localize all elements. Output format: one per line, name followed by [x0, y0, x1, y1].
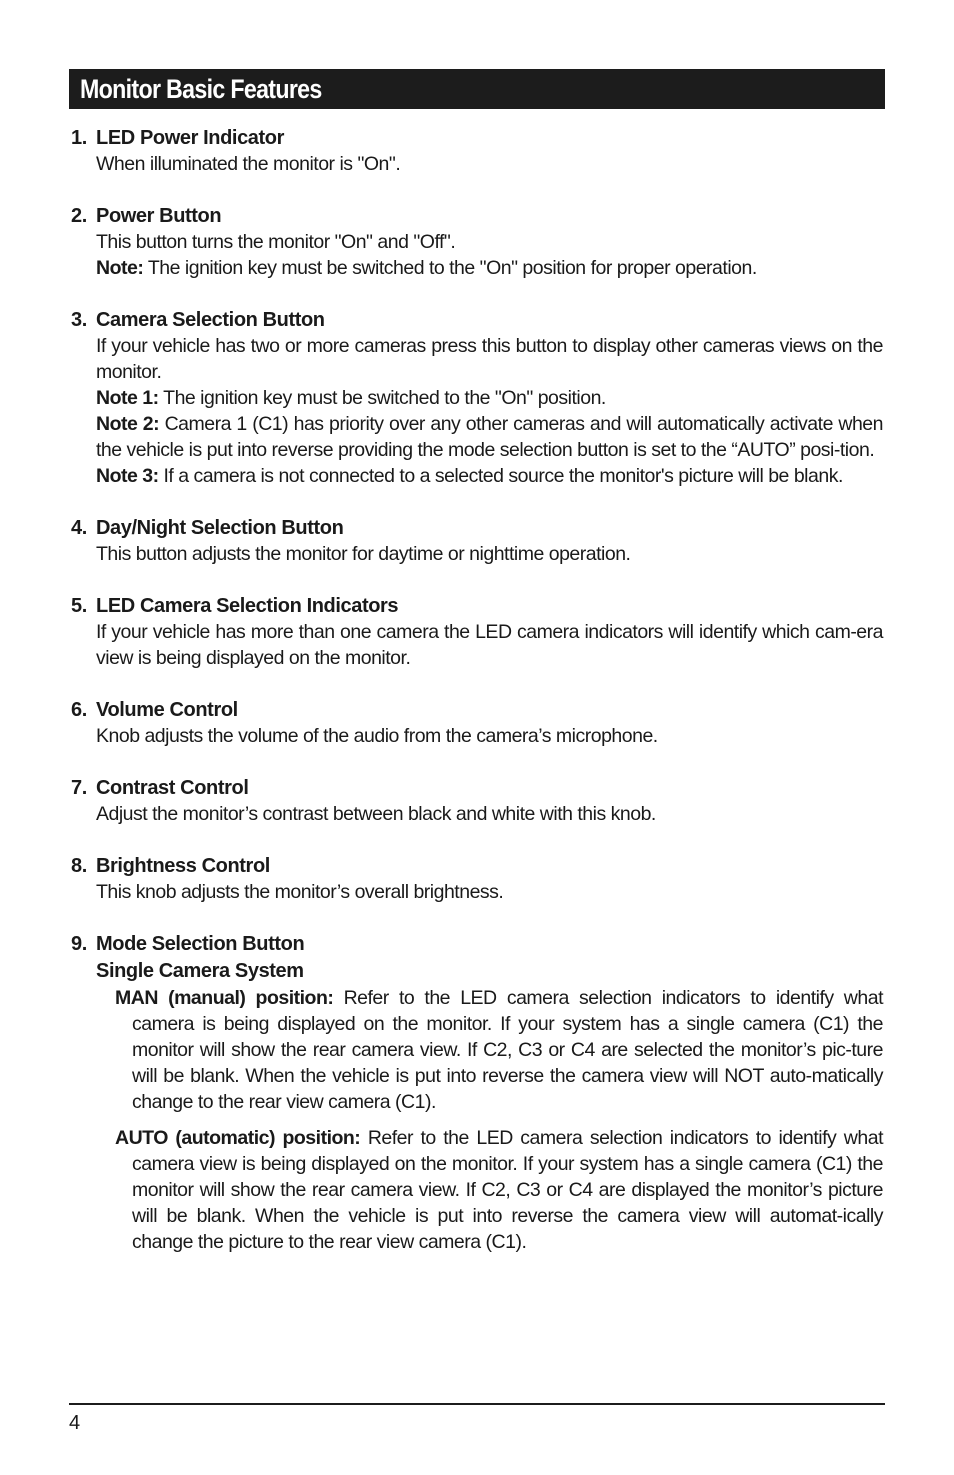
description-line — [96, 879, 883, 905]
feature-title: Camera Selection Button — [96, 309, 325, 331]
note-line — [96, 385, 883, 411]
feature-mode-selection-button — [71, 931, 883, 1255]
feature-title: LED Power Indicator — [96, 127, 284, 149]
note-label: Note: — [96, 257, 144, 279]
description-line — [96, 801, 883, 827]
page-number: 4 — [69, 1412, 81, 1434]
feature-heading — [71, 593, 883, 619]
note-line — [96, 463, 883, 489]
mode-text: Refer to the LED camera selection indicators to identify what camera is being displayed on the monitor. If your system has a single camera (C1) the monitor will show the rear camera view. If C2, C3 or C4 are selected the monitor’s pic-ture will be blank. When the vehicle is put into reverse the camera view will NOT auto-matically change to the rear view camera (C1). — [132, 987, 883, 1113]
description-line — [96, 723, 883, 749]
feature-title: Contrast Control — [96, 777, 249, 799]
description-line — [96, 541, 883, 567]
feature-title: Mode Selection Button — [96, 933, 305, 955]
page-title: Monitor Basic Features — [80, 73, 322, 104]
feature-number: 4. — [71, 517, 87, 539]
description-line — [96, 333, 883, 385]
mode-label: MAN (manual) position: — [115, 987, 334, 1009]
feature-description — [96, 151, 883, 177]
title-bar — [69, 69, 885, 109]
description-line — [96, 619, 883, 671]
description-text: Adjust the monitor’s contrast between black and white with this knob. — [96, 803, 656, 825]
feature-number: 3. — [71, 309, 87, 331]
feature-title: Brightness Control — [96, 855, 270, 877]
feature-description — [96, 541, 883, 567]
feature-heading — [71, 853, 883, 879]
note-text: The ignition key must be switched to the "On" position for proper operation. — [143, 257, 757, 279]
note-line — [96, 255, 883, 281]
mode-label: AUTO (automatic) position: — [115, 1127, 361, 1149]
feature-led-camera-selection-indicators — [71, 593, 883, 671]
feature-contrast-control — [71, 775, 883, 827]
feature-heading — [71, 515, 883, 541]
feature-description — [96, 801, 883, 827]
description-text: This button turns the monitor "On" and "Off". — [96, 231, 456, 253]
description-text: This knob adjusts the monitor’s overall brightness. — [96, 881, 504, 903]
feature-title: Day/Night Selection Button — [96, 517, 344, 539]
footer-divider — [69, 1403, 885, 1405]
feature-description — [96, 619, 883, 671]
feature-description — [96, 723, 883, 749]
feature-title: Power Button — [96, 205, 222, 227]
features-list — [71, 125, 883, 1281]
feature-led-power-indicator — [71, 125, 883, 177]
feature-description — [96, 229, 883, 281]
description-text: Knob adjusts the volume of the audio from the camera’s microphone. — [96, 725, 658, 747]
feature-description — [96, 879, 883, 905]
feature-number: 1. — [71, 127, 87, 149]
feature-heading — [71, 125, 883, 151]
feature-number: 6. — [71, 699, 87, 721]
feature-heading — [71, 697, 883, 723]
feature-volume-control — [71, 697, 883, 749]
feature-heading — [71, 203, 883, 229]
feature-description — [96, 333, 883, 489]
note-line — [96, 411, 883, 463]
feature-number: 8. — [71, 855, 87, 877]
description-text: When illuminated the monitor is "On". — [96, 153, 401, 175]
description-line — [96, 229, 883, 255]
mode-auto-paragraph — [115, 1125, 883, 1255]
note-label: Note 2: — [96, 413, 160, 435]
feature-camera-selection-button — [71, 307, 883, 489]
mode-man-paragraph — [115, 985, 883, 1115]
feature-heading — [71, 931, 883, 957]
feature-title: LED Camera Selection Indicators — [96, 595, 399, 617]
feature-number: 7. — [71, 777, 87, 799]
feature-heading — [71, 307, 883, 333]
feature-heading — [71, 775, 883, 801]
feature-title: Volume Control — [96, 699, 238, 721]
feature-number: 5. — [71, 595, 87, 617]
feature-number: 2. — [71, 205, 87, 227]
feature-day-night-selection-button — [71, 515, 883, 567]
feature-brightness-control — [71, 853, 883, 905]
note-label: Note 3: — [96, 465, 159, 487]
note-text: The ignition key must be switched to the "On" position. — [158, 387, 606, 409]
description-text: If your vehicle has two or more cameras press this button to display other cameras views on the monitor. — [96, 335, 883, 383]
note-text: If a camera is not connected to a selected source the monitor's picture will be blank. — [158, 465, 843, 487]
description-text: If your vehicle has more than one camera the LED camera indicators will identify which cam-era view is being displayed on the monitor. — [96, 621, 883, 669]
mode-subheading: Single Camera System — [96, 960, 304, 982]
description-text: This button adjusts the monitor for daytime or nighttime operation. — [96, 543, 631, 565]
description-line — [96, 151, 883, 177]
note-text: Camera 1 (C1) has priority over any other cameras and will automatically activate when the vehicle is put into reverse providing the mode selection button is set to the “AUTO” posi-tion. — [96, 413, 883, 461]
feature-number: 9. — [71, 933, 87, 955]
note-label: Note 1: — [96, 387, 159, 409]
feature-power-button — [71, 203, 883, 281]
mode-text: Refer to the LED camera selection indicators to identify what camera view is being displayed on the monitor. If your system has a single camera (C1) the monitor will show the rear camera view. If C2, C3 or C4 are displayed the monitor’s picture will be blank. When the vehicle is put into reverse the camera view will automat-ically change the picture to the rear view camera (C1). — [132, 1127, 884, 1253]
